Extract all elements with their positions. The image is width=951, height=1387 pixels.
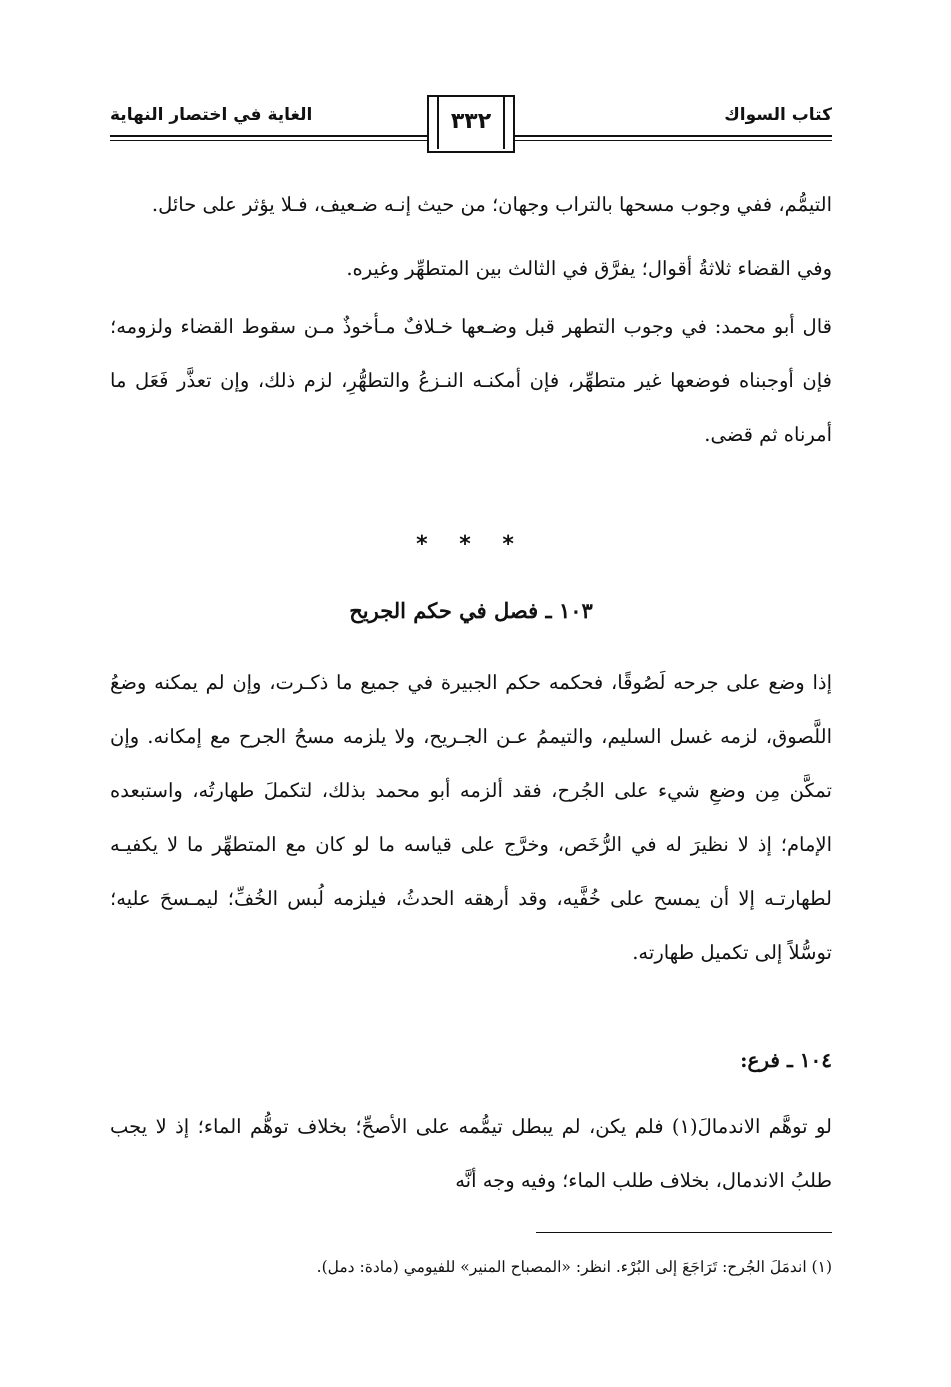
branch-heading: ١٠٤ ـ فرع: (740, 1048, 832, 1072)
section-heading: ١٠٣ ـ فصل في حكم الجريح (349, 598, 593, 623)
section-paragraph: إذا وضع على جرحه لَصُوقًا، فحكمه حكم الجبيرة في جميع ما ذكـرت، وإن لم يمكنه وضعُ اللَّصوق، لزمه غسل السليم، والتيممُ عـن الجـريح، ولا يلزمه مسحُ الجرح مع إمكانه. وإن تمكَّن مِن وضعِ شيء على الجُرح، فقد ألزمه أبو محمد بذلك، لتكملَ طهارتُه، واستبعده الإمام؛ إذ لا نظيرَ له في الرُّخَص، وخرَّج على قياسه ما لو كان مع المتطهِّر ما لا يكفيـه لطهارتـه إلا أن يمسح على خُفَّيه، وقد أرهقه الحدثُ، فيلزمه لُبس الخُفِّ؛ ليمـسحَ عليه؛ توسُّلاً إلى تكميل طهارته. (110, 671, 832, 964)
paragraph-2: وفي القضاء ثلاثةُ أقوال؛ يفرَّق في الثالث بين المتطهِّر وغيره. (346, 257, 832, 280)
header-rule-left-thin (110, 140, 427, 141)
header-rule-right (515, 135, 832, 137)
paragraph-1: التيمُّم، ففي وجوب مسحها بالتراب وجهان؛ من حيث إنـه ضـعيف، فـلا يؤثر على حائل. (151, 193, 832, 216)
section-separator: * * * (416, 532, 526, 557)
header-rule-right-thin (515, 140, 832, 141)
footnote-divider (536, 1232, 832, 1233)
footnote: (١) اندمَلَ الجُرح: تَرَاجَعَ إلى البُرْء. انظر: «المصباح المنير» للفيومي (مادة: دمل). (316, 1258, 832, 1276)
branch-body (110, 1100, 832, 1208)
top-body (110, 178, 832, 462)
book-title: كتاب السواك (724, 105, 832, 125)
work-title: الغاية في اختصار النهاية (110, 105, 313, 125)
page-header (110, 95, 832, 155)
paragraph-3: قال أبو محمد: في وجوب التطهر قبل وضـعها خـلافٌ مـأخوذٌ مـن سقوط القضاء ولزومه؛ فإن أوجبناه فوضعها غير متطهِّر، فإن أمكنـه النـزعُ والتطهُّرِ، لزم ذلك، وإن تعذَّر فَعَل ما أمرناه ثم قضى. (110, 315, 832, 446)
page-number: ٣٣٢ (450, 109, 492, 134)
header-rule-left (110, 135, 427, 137)
branch-paragraph: لو توهَّم الاندمالَ(١) فلم يكن، لم يبطل تيمُّمه على الأصحِّ؛ بخلاف توهُّم الماء؛ إذ لا يجب طلبُ الاندمال، بخلاف طلب الماء؛ وفيه وجه أنَّه (110, 1115, 832, 1192)
page-number-box (427, 95, 515, 153)
section-body (110, 656, 832, 980)
